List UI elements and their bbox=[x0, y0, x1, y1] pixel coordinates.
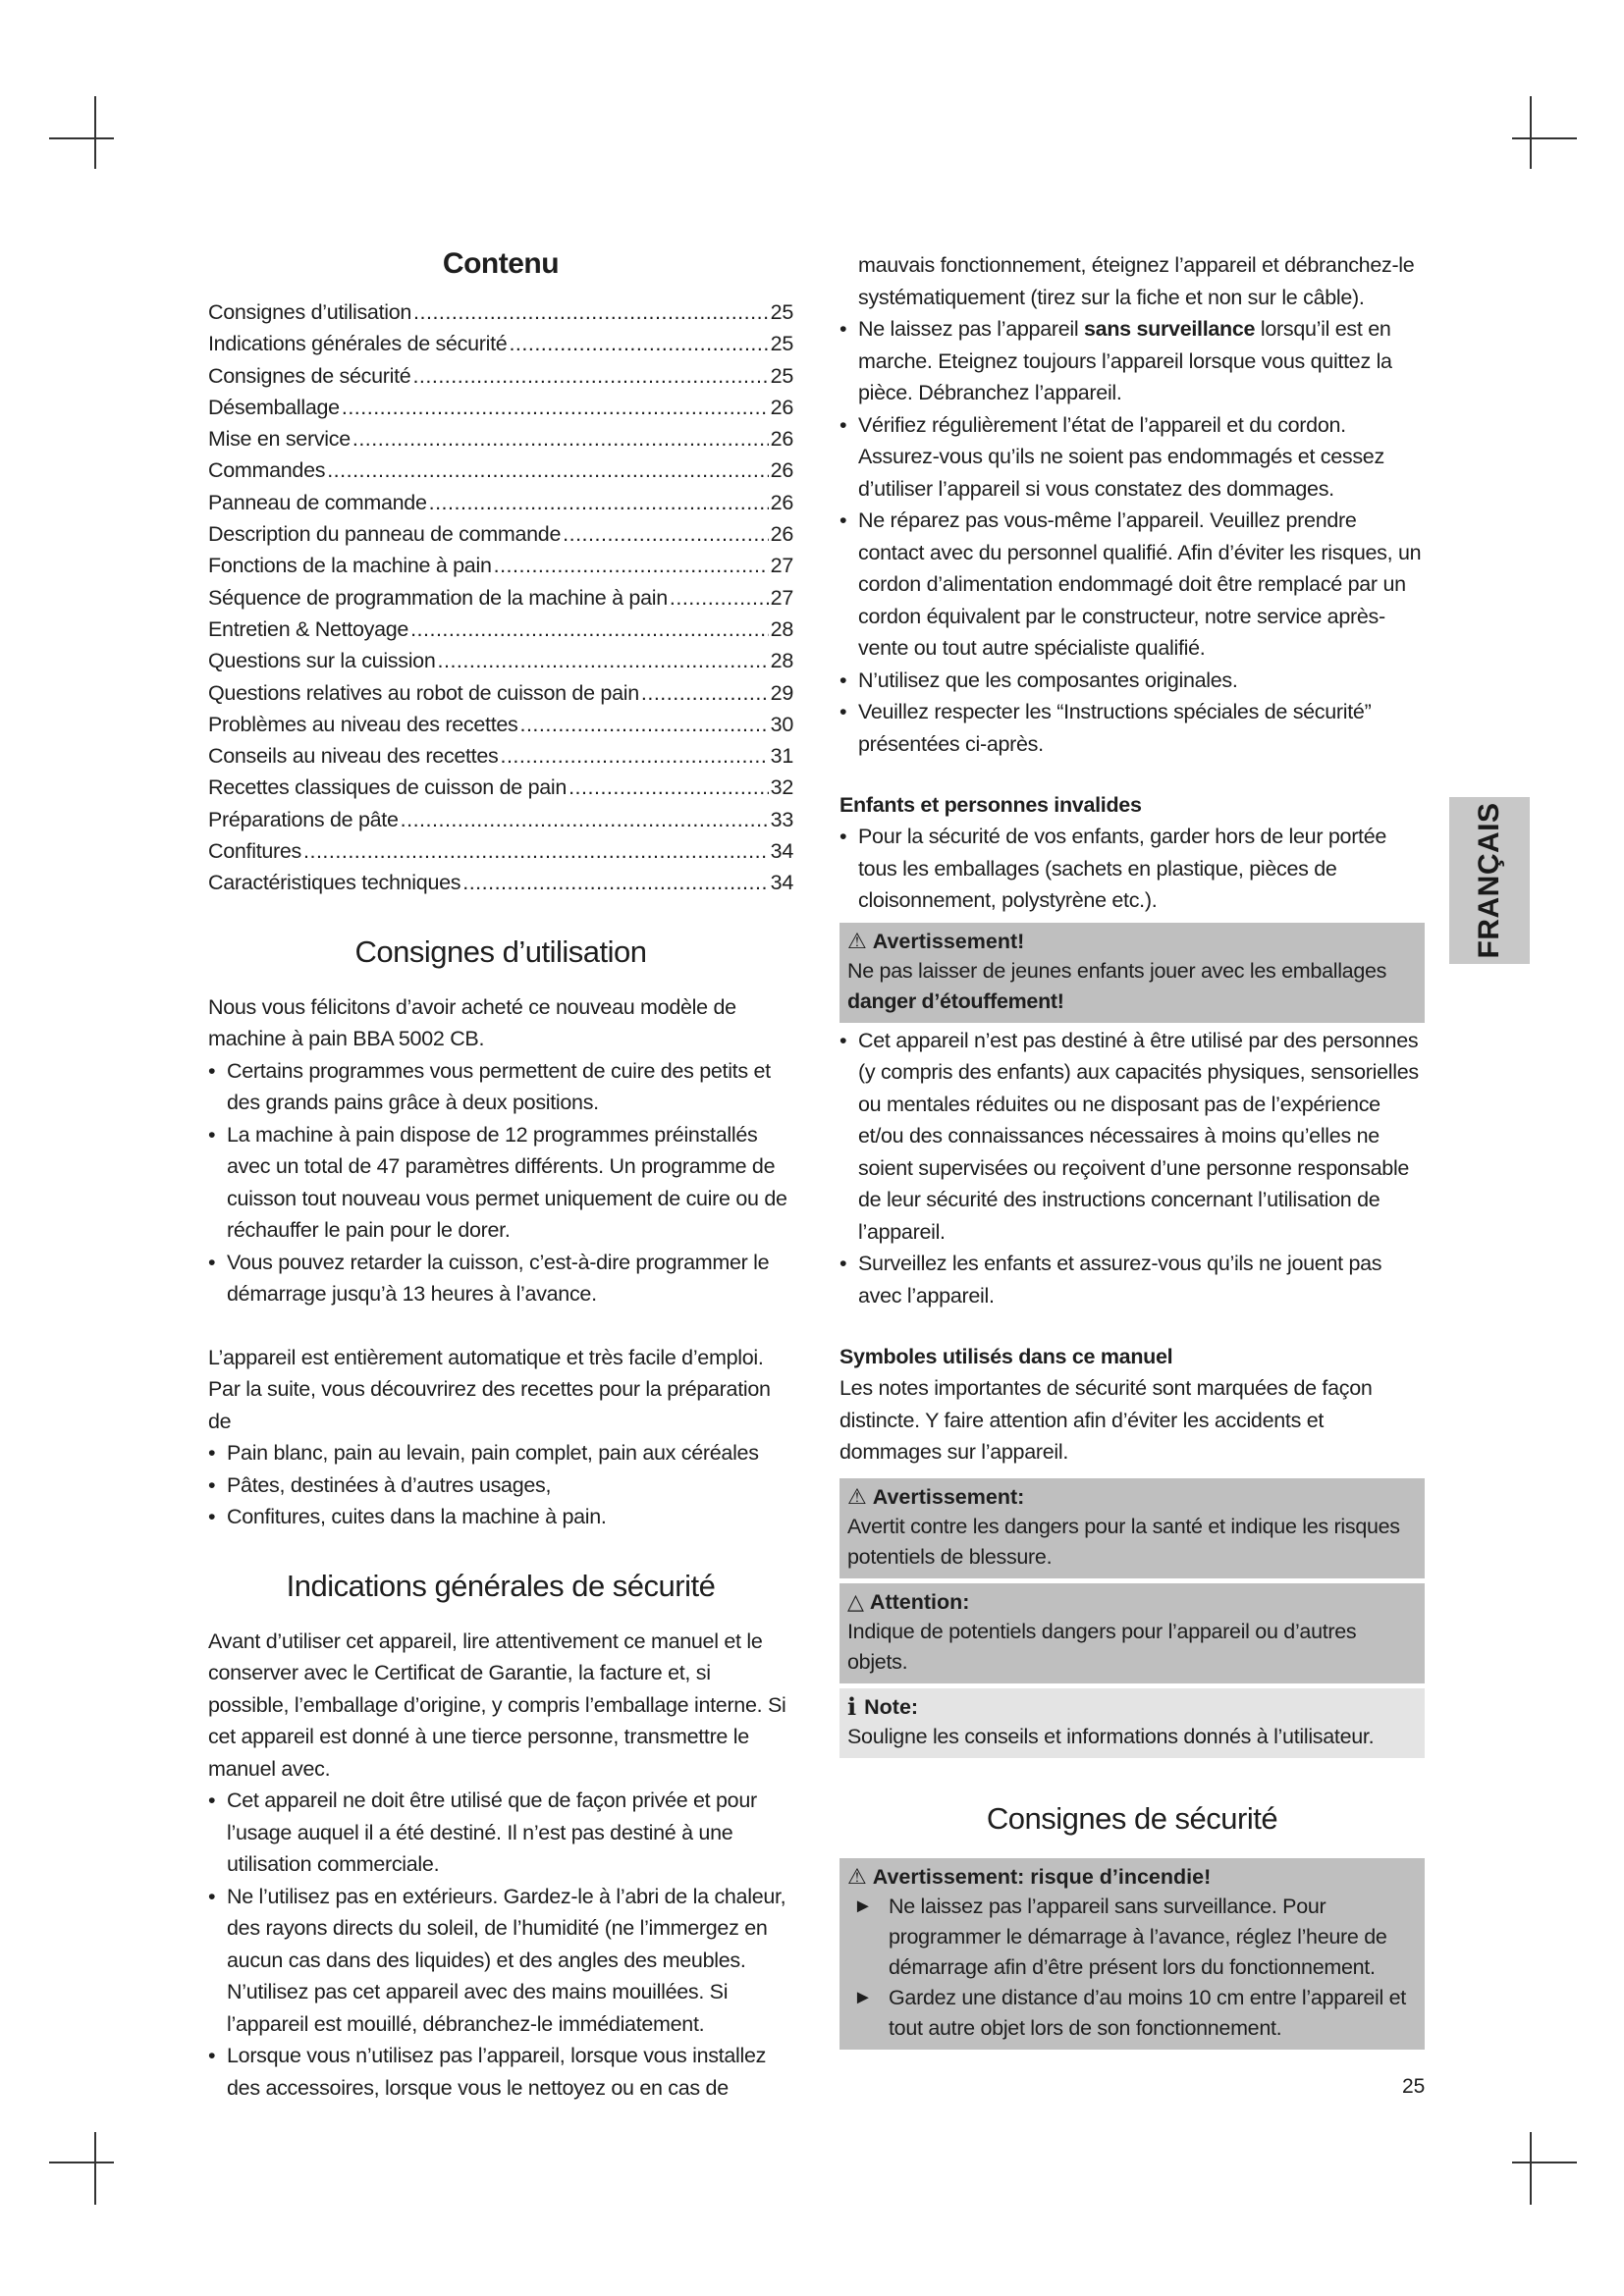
list-item-text: Gardez une distance d’au moins 10 cm entre l’appareil et tout autre objet lors de son fonctionnement. bbox=[889, 1985, 1406, 2040]
list-item: • Pour la sécurité de vos enfants, garder hors de leur portée tous les emballages (sachets en plastique, pièces de cloisonnement, polystyrène etc.). bbox=[839, 821, 1425, 917]
crop-mark bbox=[1512, 2162, 1577, 2163]
section-title-safety: Consignes de sécurité bbox=[986, 1800, 1278, 1836]
list-item bbox=[839, 313, 1425, 409]
toc-entry bbox=[208, 867, 793, 898]
general-safety-continued: mauvais fonctionnement, éteignez l’appareil et débranchez-le systématiquement (tirez sur la fiche et non sur le câble). bbox=[858, 253, 1415, 309]
list-item bbox=[847, 1983, 1417, 2044]
list-item: • Cet appareil n’est pas destiné à être utilisé par des personnes (y compris des enfants) aux capacités physiques, sensorielles ou mentales réduites ou ne disposant pas de l’expérience et/ou des connaissances nécessaires à moins qu’elles ne soient supervisées ou reçoivent d’une personne responsable de leur sécurité des instructions concernant l’utilisation de l’appareil. bbox=[839, 1025, 1425, 1249]
table-of-contents bbox=[208, 296, 793, 899]
warning-header bbox=[847, 1482, 1417, 1512]
warning-header bbox=[847, 1862, 1417, 1892]
list-item: • Confitures, cuites dans la machine à pain. bbox=[208, 1501, 793, 1533]
toc-entry-page: 29 bbox=[770, 680, 793, 705]
toc-entry bbox=[208, 360, 793, 392]
toc-leader-dots bbox=[641, 677, 769, 709]
list-item: • Vous pouvez retarder la cuisson, c’est-à-dire programmer le démarrage jusqu’à 13 heures à l’avance. bbox=[208, 1247, 793, 1310]
warning-triangle-icon: ⚠ bbox=[847, 1483, 867, 1509]
list-item: • Ne réparez pas vous-même l’appareil. Veuillez prendre contact avec du personnel qualifié. Afin d’éviter les risques, un cordon d’alimentation endommagé doit être remplacé par un cordon équivalent par le constructeur, notre service après-vente ou tout autre spécialiste qualifié. bbox=[839, 505, 1425, 665]
usage-bullet-list-2 bbox=[208, 1437, 793, 1533]
symbol-warning-box bbox=[839, 1478, 1425, 1578]
toc-entry-label: Questions sur la cuission bbox=[208, 649, 436, 673]
toc-entry-page: 34 bbox=[770, 871, 793, 895]
toc-entry bbox=[208, 392, 793, 423]
warning-bold-text: danger d’étouffement! bbox=[847, 988, 1064, 1013]
toc-entry-label: Désemballage bbox=[208, 395, 340, 419]
info-icon: i bbox=[847, 1691, 857, 1721]
list-item: • Pain blanc, pain au levain, pain complet, pain aux céréales bbox=[208, 1437, 793, 1469]
toc-entry-page: 27 bbox=[770, 585, 793, 610]
toc-entry bbox=[208, 614, 793, 645]
toc-entry bbox=[208, 423, 793, 454]
toc-entry-label: Questions relatives au robot de cuisson de pain bbox=[208, 680, 639, 705]
toc-entry-page: 27 bbox=[770, 554, 793, 578]
toc-entry-label: Consignes de sécurité bbox=[208, 363, 411, 388]
toc-entry-page: 34 bbox=[770, 839, 793, 864]
toc-entry-label: Description du panneau de commande bbox=[208, 522, 562, 547]
toc-entry-page: 26 bbox=[770, 522, 793, 547]
general-safety-bullet-list-right-2 bbox=[839, 409, 1425, 761]
toc-leader-dots bbox=[509, 328, 768, 359]
children-heading: Enfants et personnes invalides bbox=[839, 793, 1142, 817]
toc-entry-page: 25 bbox=[770, 363, 793, 388]
symbol-note-box bbox=[839, 1688, 1425, 1758]
toc-entry-page: 28 bbox=[770, 616, 793, 641]
symbols-heading: Symboles utilisés dans ce manuel bbox=[839, 1345, 1173, 1368]
attention-text: Indique de potentiels dangers pour l’appareil ou d’autres objets. bbox=[847, 1619, 1357, 1674]
toc-leader-dots bbox=[563, 518, 769, 550]
toc-entry bbox=[208, 740, 793, 772]
list-item: • Lorsque vous n’utilisez pas l’appareil, lorsque vous installez des accessoires, lorsque vous le nettoyez ou en cas de bbox=[208, 2040, 793, 2104]
list-item bbox=[847, 1892, 1417, 1983]
toc-leader-dots bbox=[462, 867, 768, 898]
general-safety-bullet-list-right bbox=[839, 313, 1425, 409]
toc-entry-label: Caractéristiques techniques bbox=[208, 871, 461, 895]
bold-fragment: sans surveillance bbox=[1084, 317, 1256, 341]
list-item: • La machine à pain dispose de 12 programmes préinstallés avec un total de 47 paramètres différents. Un programme de cuisson tout nouveau vous permet uniquement de cuire ou de réchauffer le pain pour le dorer. bbox=[208, 1119, 793, 1247]
toc-entry bbox=[208, 804, 793, 835]
warning-title: Avertissement: risque d’incendie! bbox=[872, 1864, 1212, 1889]
crop-mark bbox=[94, 96, 96, 169]
symbols-intro: Les notes importantes de sécurité sont marquées de façon distincte. Y faire attention afin d’éviter les accidents et dommages sur l’appareil. bbox=[839, 1376, 1373, 1464]
toc-entry-page: 30 bbox=[770, 712, 793, 736]
toc-leader-dots bbox=[670, 582, 769, 614]
usage-bullet-list bbox=[208, 1055, 793, 1310]
toc-entry bbox=[208, 772, 793, 803]
toc-entry-page: 25 bbox=[770, 300, 793, 324]
toc-title: Contenu bbox=[442, 247, 560, 280]
general-safety-bullet-list bbox=[208, 1785, 793, 2104]
toc-entry-label: Mise en service bbox=[208, 427, 351, 452]
toc-entry bbox=[208, 454, 793, 486]
toc-entry bbox=[208, 487, 793, 518]
crop-mark bbox=[49, 2162, 114, 2163]
toc-entry-label: Indications générales de sécurité bbox=[208, 332, 508, 356]
usage-paragraph: L’appareil est entièrement automatique et très facile d’emploi. Par la suite, vous découvrirez des recettes pour la préparation de bbox=[208, 1345, 771, 1433]
toc-leader-dots bbox=[327, 454, 768, 486]
toc-entry-label: Entretien & Nettoyage bbox=[208, 616, 409, 641]
toc-entry-page: 26 bbox=[770, 427, 793, 452]
note-title: Note: bbox=[864, 1694, 919, 1719]
warning-text: Avertit contre les dangers pour la santé et indique les risques potentiels de blessure. bbox=[847, 1514, 1400, 1569]
toc-leader-dots bbox=[352, 423, 769, 454]
toc-leader-dots bbox=[568, 772, 769, 803]
fire-warning-box bbox=[839, 1858, 1425, 2050]
text-fragment: Ne laissez pas l’appareil bbox=[858, 317, 1085, 341]
warning-triangle-icon: ⚠ bbox=[847, 1863, 867, 1889]
toc-entry bbox=[208, 296, 793, 328]
toc-entry-label: Préparations de pâte bbox=[208, 807, 399, 831]
list-item: • Ne l’utilisez pas en extérieurs. Gardez-le à l’abri de la chaleur, des rayons directs du soleil, de l’humidité (ne l’immergez en aucun cas dans des liquides) et des angles des meubles. N’utilisez pas cet appareil avec des mains mouillées. Si l’appareil est mouillé, débranchez-le immédiatement. bbox=[208, 1881, 793, 2041]
toc-entry-page: 25 bbox=[770, 332, 793, 356]
attention-triangle-icon: △ bbox=[847, 1588, 864, 1614]
language-tab bbox=[1449, 797, 1530, 964]
toc-leader-dots bbox=[342, 392, 769, 423]
toc-entry bbox=[208, 328, 793, 359]
toc-entry-page: 28 bbox=[770, 649, 793, 673]
crop-mark bbox=[49, 137, 114, 139]
warning-text: Ne pas laisser de jeunes enfants jouer avec les emballages bbox=[847, 958, 1387, 983]
crop-mark bbox=[1530, 96, 1532, 169]
list-item: • Certains programmes vous permettent de cuire des petits et des grands pains grâce à deux positions. bbox=[208, 1055, 793, 1119]
warning-triangle-icon: ⚠ bbox=[847, 928, 867, 953]
toc-leader-dots bbox=[429, 487, 769, 518]
list-item: • Vérifiez régulièrement l’état de l’appareil et du cordon. Assurez-vous qu’ils ne soient pas endommagés et cessez d’utiliser l’appareil si vous constatez des dommages. bbox=[839, 409, 1425, 506]
language-tab-label: FRANÇAIS bbox=[1473, 802, 1505, 959]
usage-intro: Nous vous félicitons d’avoir acheté ce nouveau modèle de machine à pain BBA 5002 CB. bbox=[208, 994, 736, 1051]
crop-mark bbox=[1530, 2132, 1532, 2205]
toc-entry bbox=[208, 582, 793, 614]
toc-leader-dots bbox=[494, 550, 769, 581]
list-item: • Veuillez respecter les “Instructions spéciales de sécurité” présentées ci-après. bbox=[839, 696, 1425, 760]
list-item: • N’utilisez que les composantes originales. bbox=[839, 665, 1425, 697]
toc-entry-page: 32 bbox=[770, 775, 793, 800]
toc-entry-page: 26 bbox=[770, 458, 793, 483]
note-header bbox=[847, 1692, 1417, 1722]
toc-leader-dots bbox=[401, 804, 769, 835]
page-number: 25 bbox=[1402, 2075, 1426, 2098]
note-text: Souligne les conseils et informations donnés à l’utilisateur. bbox=[847, 1724, 1375, 1748]
toc-entry-label: Fonctions de la machine à pain bbox=[208, 554, 492, 578]
arrow-right-icon: ► bbox=[853, 1986, 873, 2008]
toc-entry bbox=[208, 709, 793, 740]
toc-entry-label: Confitures bbox=[208, 839, 301, 864]
toc-entry bbox=[208, 835, 793, 867]
warning-title: Avertissement! bbox=[872, 929, 1025, 953]
list-item: • Cet appareil ne doit être utilisé que de façon privée et pour l’usage auquel il a été destiné. Il n’est pas destiné à une utilisation commerciale. bbox=[208, 1785, 793, 1881]
toc-entry-label: Consignes d’utilisation bbox=[208, 300, 412, 324]
crop-mark bbox=[1512, 137, 1577, 139]
section-title-usage: Consignes d’utilisation bbox=[354, 934, 647, 969]
toc-entry bbox=[208, 645, 793, 676]
warning-header bbox=[847, 927, 1417, 956]
toc-leader-dots bbox=[410, 614, 769, 645]
toc-leader-dots bbox=[438, 645, 769, 676]
toc-leader-dots bbox=[519, 709, 768, 740]
attention-title: Attention: bbox=[869, 1589, 970, 1614]
children-bullet-list-2 bbox=[839, 1025, 1425, 1312]
list-item: • Pâtes, destinées à d’autres usages, bbox=[208, 1469, 793, 1502]
children-bullet-list bbox=[839, 821, 1425, 917]
toc-leader-dots bbox=[413, 296, 769, 328]
toc-entry-label: Conseils au niveau des recettes bbox=[208, 744, 499, 769]
toc-entry-label: Panneau de commande bbox=[208, 490, 427, 514]
toc-entry-page: 26 bbox=[770, 490, 793, 514]
symbol-attention-box bbox=[839, 1583, 1425, 1683]
toc-leader-dots bbox=[303, 835, 769, 867]
fire-warning-list bbox=[847, 1892, 1417, 2044]
toc-entry-page: 26 bbox=[770, 395, 793, 419]
children-warning-box bbox=[839, 923, 1425, 1023]
toc-entry-label: Problèmes au niveau des recettes bbox=[208, 712, 518, 736]
arrow-right-icon: ► bbox=[853, 1895, 873, 1917]
toc-entry bbox=[208, 677, 793, 709]
general-safety-intro: Avant d’utiliser cet appareil, lire attentivement ce manuel et le conserver avec le Certificat de Garantie, la facture et, si possible, l’emballage d’origine, y compris l’emballage interne. Si cet appareil est donné à une tierce personne, transmettre le manuel avec. bbox=[208, 1629, 786, 1781]
section-title-general-safety: Indications générales de sécurité bbox=[286, 1568, 716, 1603]
toc-entry-label: Commandes bbox=[208, 458, 326, 483]
toc-leader-dots bbox=[412, 360, 768, 392]
toc-entry-label: Recettes classiques de cuisson de pain bbox=[208, 775, 568, 800]
list-item: • Surveillez les enfants et assurez-vous qu’ils ne jouent pas avec l’appareil. bbox=[839, 1248, 1425, 1311]
crop-mark bbox=[94, 2132, 96, 2205]
toc-entry-page: 31 bbox=[770, 744, 793, 769]
toc-entry bbox=[208, 518, 793, 550]
toc-entry-label: Séquence de programmation de la machine à pain bbox=[208, 585, 668, 610]
text-fragment: lorsqu’il est en marche. Eteignez toujours l’appareil lorsque vous quittez la pièce. Débranchez l’appareil. bbox=[858, 317, 1392, 404]
left-column bbox=[208, 247, 793, 2104]
attention-header bbox=[847, 1587, 1417, 1617]
list-item-text: Ne laissez pas l’appareil sans surveillance. Pour programmer le démarrage à l’avance, réglez l’heure de démarrage afin d’être présent lors du fonctionnement. bbox=[889, 1894, 1387, 1979]
toc-entry bbox=[208, 550, 793, 581]
toc-entry-page: 33 bbox=[770, 807, 793, 831]
warning-title: Avertissement: bbox=[872, 1484, 1025, 1509]
right-column bbox=[839, 249, 1425, 2050]
toc-leader-dots bbox=[500, 740, 768, 772]
